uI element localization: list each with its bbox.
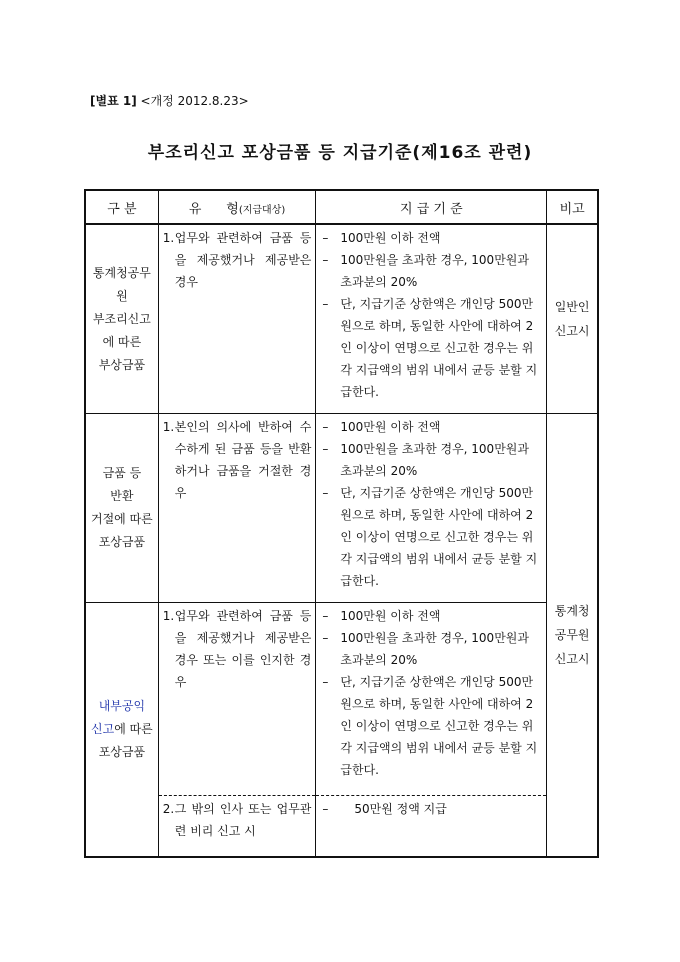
category-line: 에 따른 (102, 334, 142, 349)
category-text: 에 따른 (114, 722, 153, 736)
document-title: 부조리신고 포상금품 등 지급기준(제16조 관련) (147, 143, 533, 163)
criteria-text: 100만원 이하 전액 (340, 420, 441, 434)
dash-bullet: – (322, 253, 329, 267)
criteria-text: 100만원 이하 전액 (340, 231, 441, 245)
category-cell (85, 414, 158, 603)
criteria-item (320, 671, 542, 781)
type-text: 업무와 관련하여 금품 등을 제공했거나 제공받은 경우 또는 이를 인지한 경우 (174, 609, 312, 689)
category-line (87, 718, 157, 741)
type-cell (158, 796, 316, 858)
dash-bullet: – (322, 609, 329, 623)
type-cell (158, 603, 316, 796)
type-number: 1. (162, 231, 175, 245)
type-text: 본인의 의사에 반하여 수수하게 된 금품 등을 반환하거나 금품을 거절한 경우 (174, 420, 312, 500)
type-cell (158, 224, 316, 414)
criteria-cell (316, 414, 547, 603)
dash-bullet: – (322, 442, 329, 456)
note-cell (547, 414, 598, 858)
category-line: 부조리신고 (92, 311, 151, 326)
note-line: 통계청 (554, 604, 590, 618)
criteria-item (320, 438, 542, 482)
type-cell (158, 414, 316, 603)
criteria-item (320, 605, 542, 627)
header-type-sub: (지급대상) (238, 204, 286, 216)
criteria-text: 100만원을 초과한 경우, 100만원과 초과분의 20% (340, 442, 529, 478)
criteria-item (320, 293, 542, 403)
header-type (158, 190, 316, 224)
annex-label (90, 92, 249, 109)
note-line: 공무원 (554, 628, 590, 642)
header-category: 구 분 (85, 190, 158, 224)
category-line: 원 (116, 288, 128, 303)
criteria-item (320, 249, 542, 293)
type-number: 2. (162, 802, 175, 816)
note-line: 신고시 (554, 324, 590, 338)
dash-bullet: – (322, 231, 329, 245)
criteria-cell (316, 224, 547, 414)
category-line: 통계청공무 (92, 265, 151, 280)
header-criteria: 지 급 기 준 (316, 190, 547, 224)
criteria-cell (316, 603, 547, 796)
category-line: 부상금품 (98, 357, 146, 372)
dash-bullet: – (322, 675, 329, 689)
note-line: 일반인 (554, 300, 590, 314)
category-line: 거절에 따른 (91, 512, 153, 526)
header-type-main: 유 형 (188, 201, 239, 217)
criteria-text: 100만원을 초과한 경우, 100만원과 초과분의 20% (340, 253, 529, 289)
dash-bullet: – (322, 486, 329, 500)
note-cell (547, 224, 598, 414)
category-cell (85, 603, 158, 858)
criteria-cell (316, 796, 547, 858)
criteria-text: 단, 지급기준 상한액은 개인당 500만원으로 하며, 동일한 사안에 대하여 2인 이상이 연명으로 신고한 경우는 위 각 지급액의 범위 내에서 균등 분할 지급한다. (340, 486, 538, 588)
category-line (87, 695, 157, 718)
category-line: 반환 (110, 489, 134, 503)
dash-bullet: – (322, 297, 329, 311)
category-line: 포상금품 (98, 745, 146, 759)
dash-bullet: – (322, 420, 329, 434)
category-line: 포상금품 (98, 535, 146, 549)
category-highlight: 내부공익 (98, 699, 146, 713)
table-row (85, 603, 598, 796)
category-cell (85, 224, 158, 414)
type-number: 1. (162, 609, 175, 623)
criteria-item (320, 227, 542, 249)
reward-criteria-table (84, 189, 599, 858)
note-line: 신고시 (554, 652, 590, 666)
type-text: 그 밖의 인사 또는 업무관련 비리 신고 시 (174, 802, 312, 838)
table-row (85, 796, 598, 858)
header-note: 비고 (547, 190, 598, 224)
category-highlight: 신고 (91, 722, 115, 736)
criteria-text: 100만원 이하 전액 (340, 609, 441, 623)
criteria-item (320, 416, 542, 438)
revision-date: <개정 2012.8.23> (140, 94, 249, 108)
criteria-item (320, 798, 542, 820)
dash-bullet: – (322, 802, 329, 816)
table-row (85, 224, 598, 414)
criteria-text: 단, 지급기준 상한액은 개인당 500만원으로 하며, 동일한 사안에 대하여 2인 이상이 연명으로 신고한 경우는 위 각 지급액의 범위 내에서 균등 분할 지급한다. (340, 297, 538, 399)
category-line: 금품 등 (102, 466, 142, 480)
dash-bullet: – (322, 631, 329, 645)
annex-number: [별표 1] (90, 94, 137, 108)
criteria-item (320, 627, 542, 671)
criteria-item (320, 482, 542, 592)
type-number: 1. (162, 420, 175, 434)
criteria-text: 단, 지급기준 상한액은 개인당 500만원으로 하며, 동일한 사안에 대하여 2인 이상이 연명으로 신고한 경우는 위 각 지급액의 범위 내에서 균등 분할 지급한다. (340, 675, 538, 777)
criteria-text: 50만원 정액 지급 (354, 802, 447, 816)
criteria-text: 100만원을 초과한 경우, 100만원과 초과분의 20% (340, 631, 529, 667)
type-text: 업무와 관련하여 금품 등을 제공했거나 제공받은 경우 (174, 231, 312, 289)
table-row (85, 414, 598, 603)
